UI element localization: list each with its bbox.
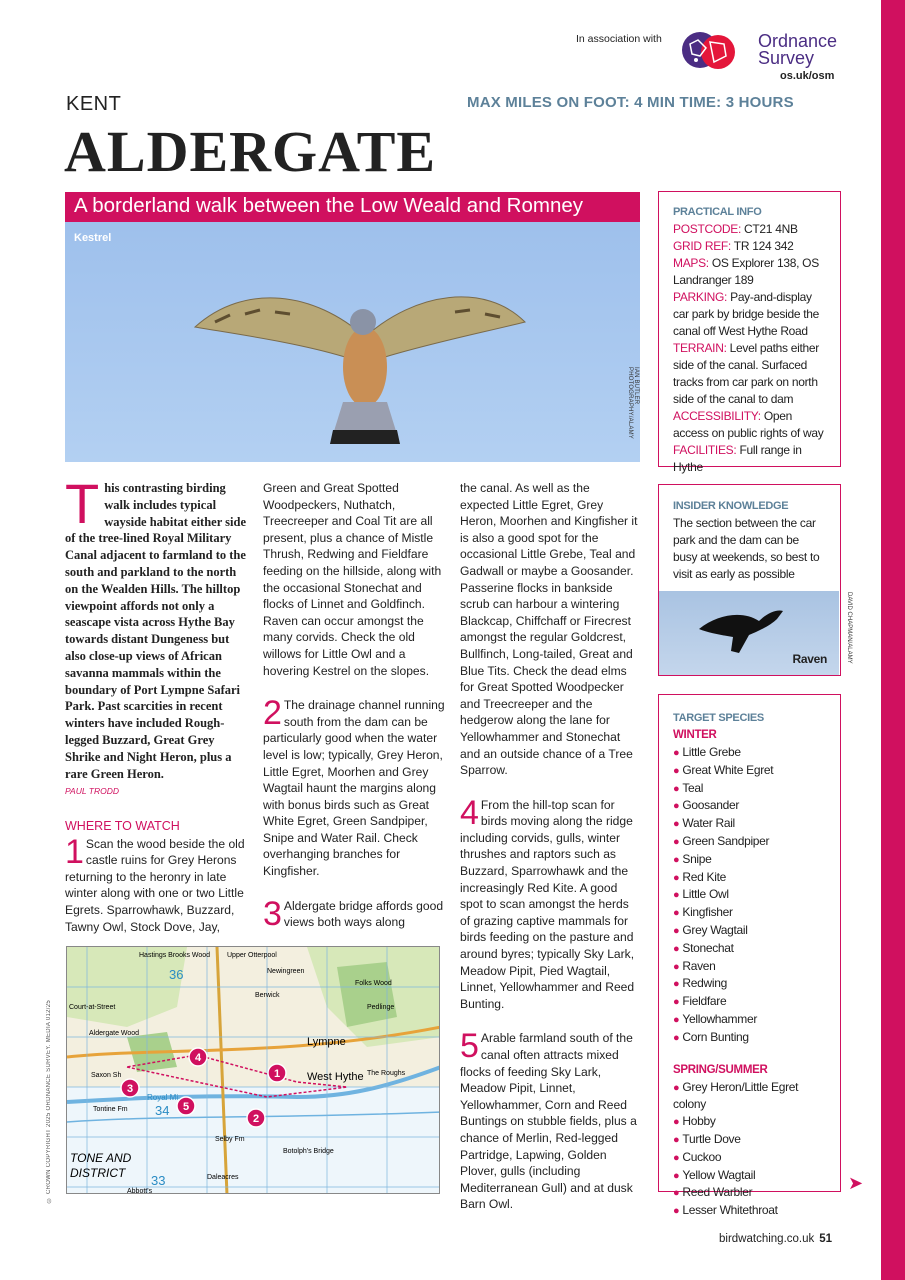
map-label-lympne: Lympne	[307, 1036, 346, 1048]
target-heading: TARGET SPECIES	[673, 712, 764, 724]
maps-label: MAPS:	[673, 256, 709, 270]
step-number: 3	[263, 894, 282, 933]
step-2	[263, 694, 446, 880]
map-label-saxon-shore: Saxon Sh	[91, 1072, 122, 1079]
step-number: 5	[460, 1027, 479, 1066]
map-marker-1[interactable]	[268, 1064, 286, 1082]
map-label-court-at-street: Court-at-Street	[69, 1004, 116, 1011]
step-3-continued: the canal. As well as the expected Little Egret, Grey Heron, Moorhen and Kingfisher it is also a good spot for the occasional Little Grebe, Teal and Gadwall or maybe a Goosander. Passerine flocks in bankside scrub can harbour a wintering Blackcap, Chiffchaff or Firecrest amongst the regular Goldcrest, Bullfinch, Long-tailed, Great and Blue Tits. Check the dead elms for Great Spotted Woodpecker and Treecreeper and the hedgerow along the lane for Yellowhammer and Stonechat and an outside chance of a Tree Sparrow.	[460, 481, 638, 778]
step-number: 4	[460, 793, 479, 832]
article-column-1	[65, 472, 248, 951]
article-column-3	[460, 480, 640, 1229]
list-item: ● Little Owl	[673, 886, 826, 904]
list-item: ● Green Sandpiper	[673, 833, 826, 851]
map-label-district-line1: TONE AND	[70, 1151, 132, 1165]
winter-species-list	[673, 744, 826, 1047]
spring-species-list	[673, 1079, 826, 1220]
list-item: ● Grey Heron/Little Egret colony	[673, 1079, 826, 1114]
raven-caption: Raven	[792, 652, 827, 666]
map-label-the-roughs: The Roughs	[367, 1070, 406, 1077]
intro-text: his contrasting birding walk includes typical wayside habitat either side of the tree-lined Royal Military Canal adjacent to farmland to the south and parkland to the north on the Wealden Hills. The hilltop viewpoint affords not only a seascape vista across Hythe Bay towards distant Dungeness but also close-up views of African savanna mammals within the boundary of Port Lympne Safari Park. Past scarcities in recent winters have included Rough-legged Buzzard, Great Grey Shrike and Night Heron, plus a rare Green Heron.	[65, 481, 247, 781]
map-grid-36: 36	[169, 967, 184, 982]
list-item: ● Fieldfare	[673, 993, 826, 1011]
map-marker-number: 3	[126, 1083, 134, 1095]
map-label-upper-otterpool: Upper Otterpool	[227, 952, 277, 959]
list-item: ● Little Grebe	[673, 744, 826, 762]
map-marker-number: 5	[182, 1101, 190, 1113]
step-3-text-part1: Aldergate bridge affords good views both ways along	[283, 898, 444, 930]
byline: PAUL TRODD	[65, 786, 120, 797]
postcode-row	[673, 221, 826, 238]
list-item: ● Redwing	[673, 975, 826, 993]
kestrel-illustration	[65, 222, 640, 462]
list-item: ● Turtle Dove	[673, 1131, 826, 1149]
list-item: ● Teal	[673, 780, 826, 798]
map-label-berwick: Berwick	[255, 992, 280, 999]
insider-heading: INSIDER KNOWLEDGE	[673, 500, 789, 512]
list-item: ● Raven	[673, 958, 826, 976]
list-item: ● Stonechat	[673, 940, 826, 958]
map-label-tontine-fm: Tontine Fm	[93, 1106, 128, 1113]
page-edge-bar	[881, 0, 905, 1280]
map-label-selby-fm: Selby Fm	[215, 1136, 245, 1143]
walk-stats: MAX MILES ON FOOT: 4 MIN TIME: 3 HOURS	[467, 94, 794, 111]
photo-caption: Kestrel	[74, 232, 112, 244]
map-marker-number: 2	[252, 1113, 260, 1125]
intro-paragraph	[65, 472, 248, 782]
map-marker-3[interactable]	[121, 1079, 139, 1097]
list-item: ● Corn Bunting	[673, 1029, 826, 1047]
map-label-district-line2: DISTRICT	[70, 1166, 126, 1180]
where-to-watch-heading: WHERE TO WATCH	[65, 818, 180, 833]
strapline: A borderland walk between the Low Weald and Romney	[65, 192, 640, 222]
map-marker-4[interactable]	[189, 1048, 207, 1066]
winter-heading: WINTER	[673, 729, 717, 741]
os-url[interactable]: os.uk/osm	[780, 70, 835, 82]
list-item: ● Kingfisher	[673, 904, 826, 922]
facilities-label: FACILITIES:	[673, 443, 737, 457]
map-label-pedlinge: Pedlinge	[367, 1004, 395, 1011]
map-marker-2[interactable]	[247, 1109, 265, 1127]
target-species-box	[658, 694, 841, 1218]
accessibility-row	[673, 408, 826, 442]
map-label-aldergate-wood: Aldergate Wood	[89, 1030, 140, 1037]
map-label-abbotts: Abbott's	[127, 1188, 153, 1194]
practical-heading: PRACTICAL INFO	[673, 206, 762, 218]
parking-label: PARKING:	[673, 290, 728, 304]
article-column-2	[263, 480, 446, 947]
association-text: In association with	[576, 33, 662, 45]
spring-summer-heading: SPRING/SUMMER	[673, 1063, 768, 1076]
gridref-label: GRID REF:	[673, 239, 731, 253]
postcode-value: CT21 4NB	[744, 222, 798, 236]
step-2-text: The drainage channel running south from the dam can be particularly good when the water level is low; typically, Grey Heron, Little Egret, Moorhen and Grey Wagtail haunt the margins along with bonus birds such as Great White Egret, Green Sandpiper, Snipe and Water Rail. Check overhanging branches for Kingfisher.	[263, 698, 445, 879]
list-item: ● Great White Egret	[673, 762, 826, 780]
list-item: ● Snipe	[673, 851, 826, 869]
map-label-newingreen: Newingreen	[267, 968, 305, 975]
route-map[interactable]	[66, 946, 440, 1194]
list-item: ● Lesser Whitethroat	[673, 1202, 826, 1220]
step-4	[460, 793, 640, 1013]
list-item: ● Yellowhammer	[673, 1011, 826, 1029]
os-name-line1: Ordnance	[758, 31, 838, 51]
list-item: ● Cuckoo	[673, 1149, 826, 1167]
terrain-label: TERRAIN:	[673, 341, 727, 355]
list-item: ● Hobby	[673, 1113, 826, 1131]
kestrel-photo	[65, 222, 640, 462]
map-label-royal-military: Royal Mi	[147, 1093, 179, 1102]
map-marker-number: 1	[273, 1068, 281, 1080]
raven-photo	[659, 591, 839, 675]
region-label: KENT	[66, 93, 122, 115]
map-marker-number: 4	[194, 1052, 202, 1064]
map-grid-33: 33	[151, 1173, 166, 1188]
practical-info-box	[658, 191, 841, 474]
step-1-continued: Green and Great Spotted Woodpeckers, Nuthatch, Treecreeper and Coal Tit are all present, plus a chance of Mistle Thrush, Redwing and Fieldfare feeding on the hillside, along with the occasional Stonechat and flocks of Linnet and Goldfinch. Raven can occur amongst the many corvids. Check the old willows for Little Owl and a hovering Kestrel on the slopes.	[263, 481, 442, 678]
step-1	[65, 832, 248, 936]
step-5	[460, 1027, 640, 1213]
photo-credit: IAN BUTLER PHOTOGRAPHY/ALAMY	[627, 367, 639, 439]
os-name-line2: Survey	[758, 48, 815, 68]
maps-value: OS Explorer 138, OS Landranger 189	[673, 256, 819, 287]
step-3	[263, 894, 446, 933]
map-grid-34: 34	[155, 1103, 170, 1118]
parking-value: Pay-and-display car park by bridge beside the canal off West Hythe Road	[673, 290, 820, 338]
page-title: ALDERGATE	[64, 119, 437, 184]
insider-text: The section between the car park and the dam can be busy at weekends, so best to visit as early as possible	[673, 516, 820, 581]
raven-photo-credit: DAVID CHAPMAN/ALAMY	[846, 592, 852, 664]
gridref-value: TR 124 342	[733, 239, 794, 253]
terrain-value: Level paths either side of the canal. Surfaced tracks from car park on north side of the canal to dam	[673, 341, 819, 406]
map-credit: © CROWN COPYRIGHT 2025 ORDNANCE SURVEY. MEDIA 012/25	[46, 1000, 52, 1203]
step-number: 1	[65, 832, 84, 871]
list-item: ● Yellow Wagtail	[673, 1167, 826, 1185]
map-label-botolphs-bridge: Botolph's Bridge	[283, 1148, 334, 1155]
step-1-text-part1: Scan the wood beside the old castle ruins for Grey Herons returning to the heronry in late winter along with one or two Little Egrets. Sparrowhawk, Buzzard, Tawny Owl, Stock Dove, Jay,	[65, 836, 245, 934]
map-label-folks-wood: Folks Wood	[355, 980, 392, 987]
map-label-hastings: Hastings Brooks Wood	[139, 952, 211, 959]
map-label-west-hythe: West Hythe	[307, 1071, 364, 1083]
step-number: 2	[263, 694, 282, 733]
list-item: ● Reed Warbler	[673, 1184, 826, 1202]
list-item: ● Red Kite	[673, 869, 826, 887]
page-number: 51	[819, 1233, 833, 1245]
parking-row	[673, 289, 826, 340]
page-footer	[719, 1233, 832, 1245]
accessibility-label: ACCESSIBILITY:	[673, 409, 761, 423]
insider-knowledge-box	[658, 484, 841, 676]
maps-row	[673, 255, 826, 289]
terrain-row	[673, 340, 826, 408]
list-item: ● Grey Wagtail	[673, 922, 826, 940]
os-name	[758, 33, 837, 67]
facilities-value: Full range in Hythe	[673, 443, 802, 474]
accessibility-value: Open access on public rights of way	[673, 409, 824, 440]
gridref-row	[673, 238, 826, 255]
footer-site[interactable]: birdwatching.co.uk	[719, 1233, 815, 1245]
step-4-text: From the hill-top scan for birds moving along the ridge including corvids, gulls, winter thrushes and raptors such as Buzzard, Sparrowhawk and the increasingly Red Kite. A good spot to scan amongst the herds of grazing captive mammals for birds feeding on the pasture and around byres; typically Sky Lark, Meadow Pipit, Pied Wagtail, Linnet, Yellowhammer and Reed Bunting.	[460, 797, 635, 1011]
map-label-daleacres: Daleacres	[207, 1174, 239, 1181]
list-item: ● Water Rail	[673, 815, 826, 833]
map-graphic	[67, 947, 440, 1194]
drop-cap: T	[65, 472, 100, 535]
continue-arrow-icon: ➤	[848, 1173, 864, 1193]
postcode-label: POSTCODE:	[673, 222, 741, 236]
list-item: ● Goosander	[673, 797, 826, 815]
facilities-row	[673, 442, 826, 476]
step-5-text: Arable farmland south of the canal often attracts mixed flocks of feeding Sky Lark, Meadow Pipit, Linnet, Yellowhammer, Corn and Reed Buntings on stubble fields, plus a chance of Merlin, Red-legged Partridge, Lapwing, Golden Plover, gulls (including Mediterranean Gull) and at dusk Barn Owl.	[460, 1031, 637, 1212]
map-marker-5[interactable]	[177, 1097, 195, 1115]
